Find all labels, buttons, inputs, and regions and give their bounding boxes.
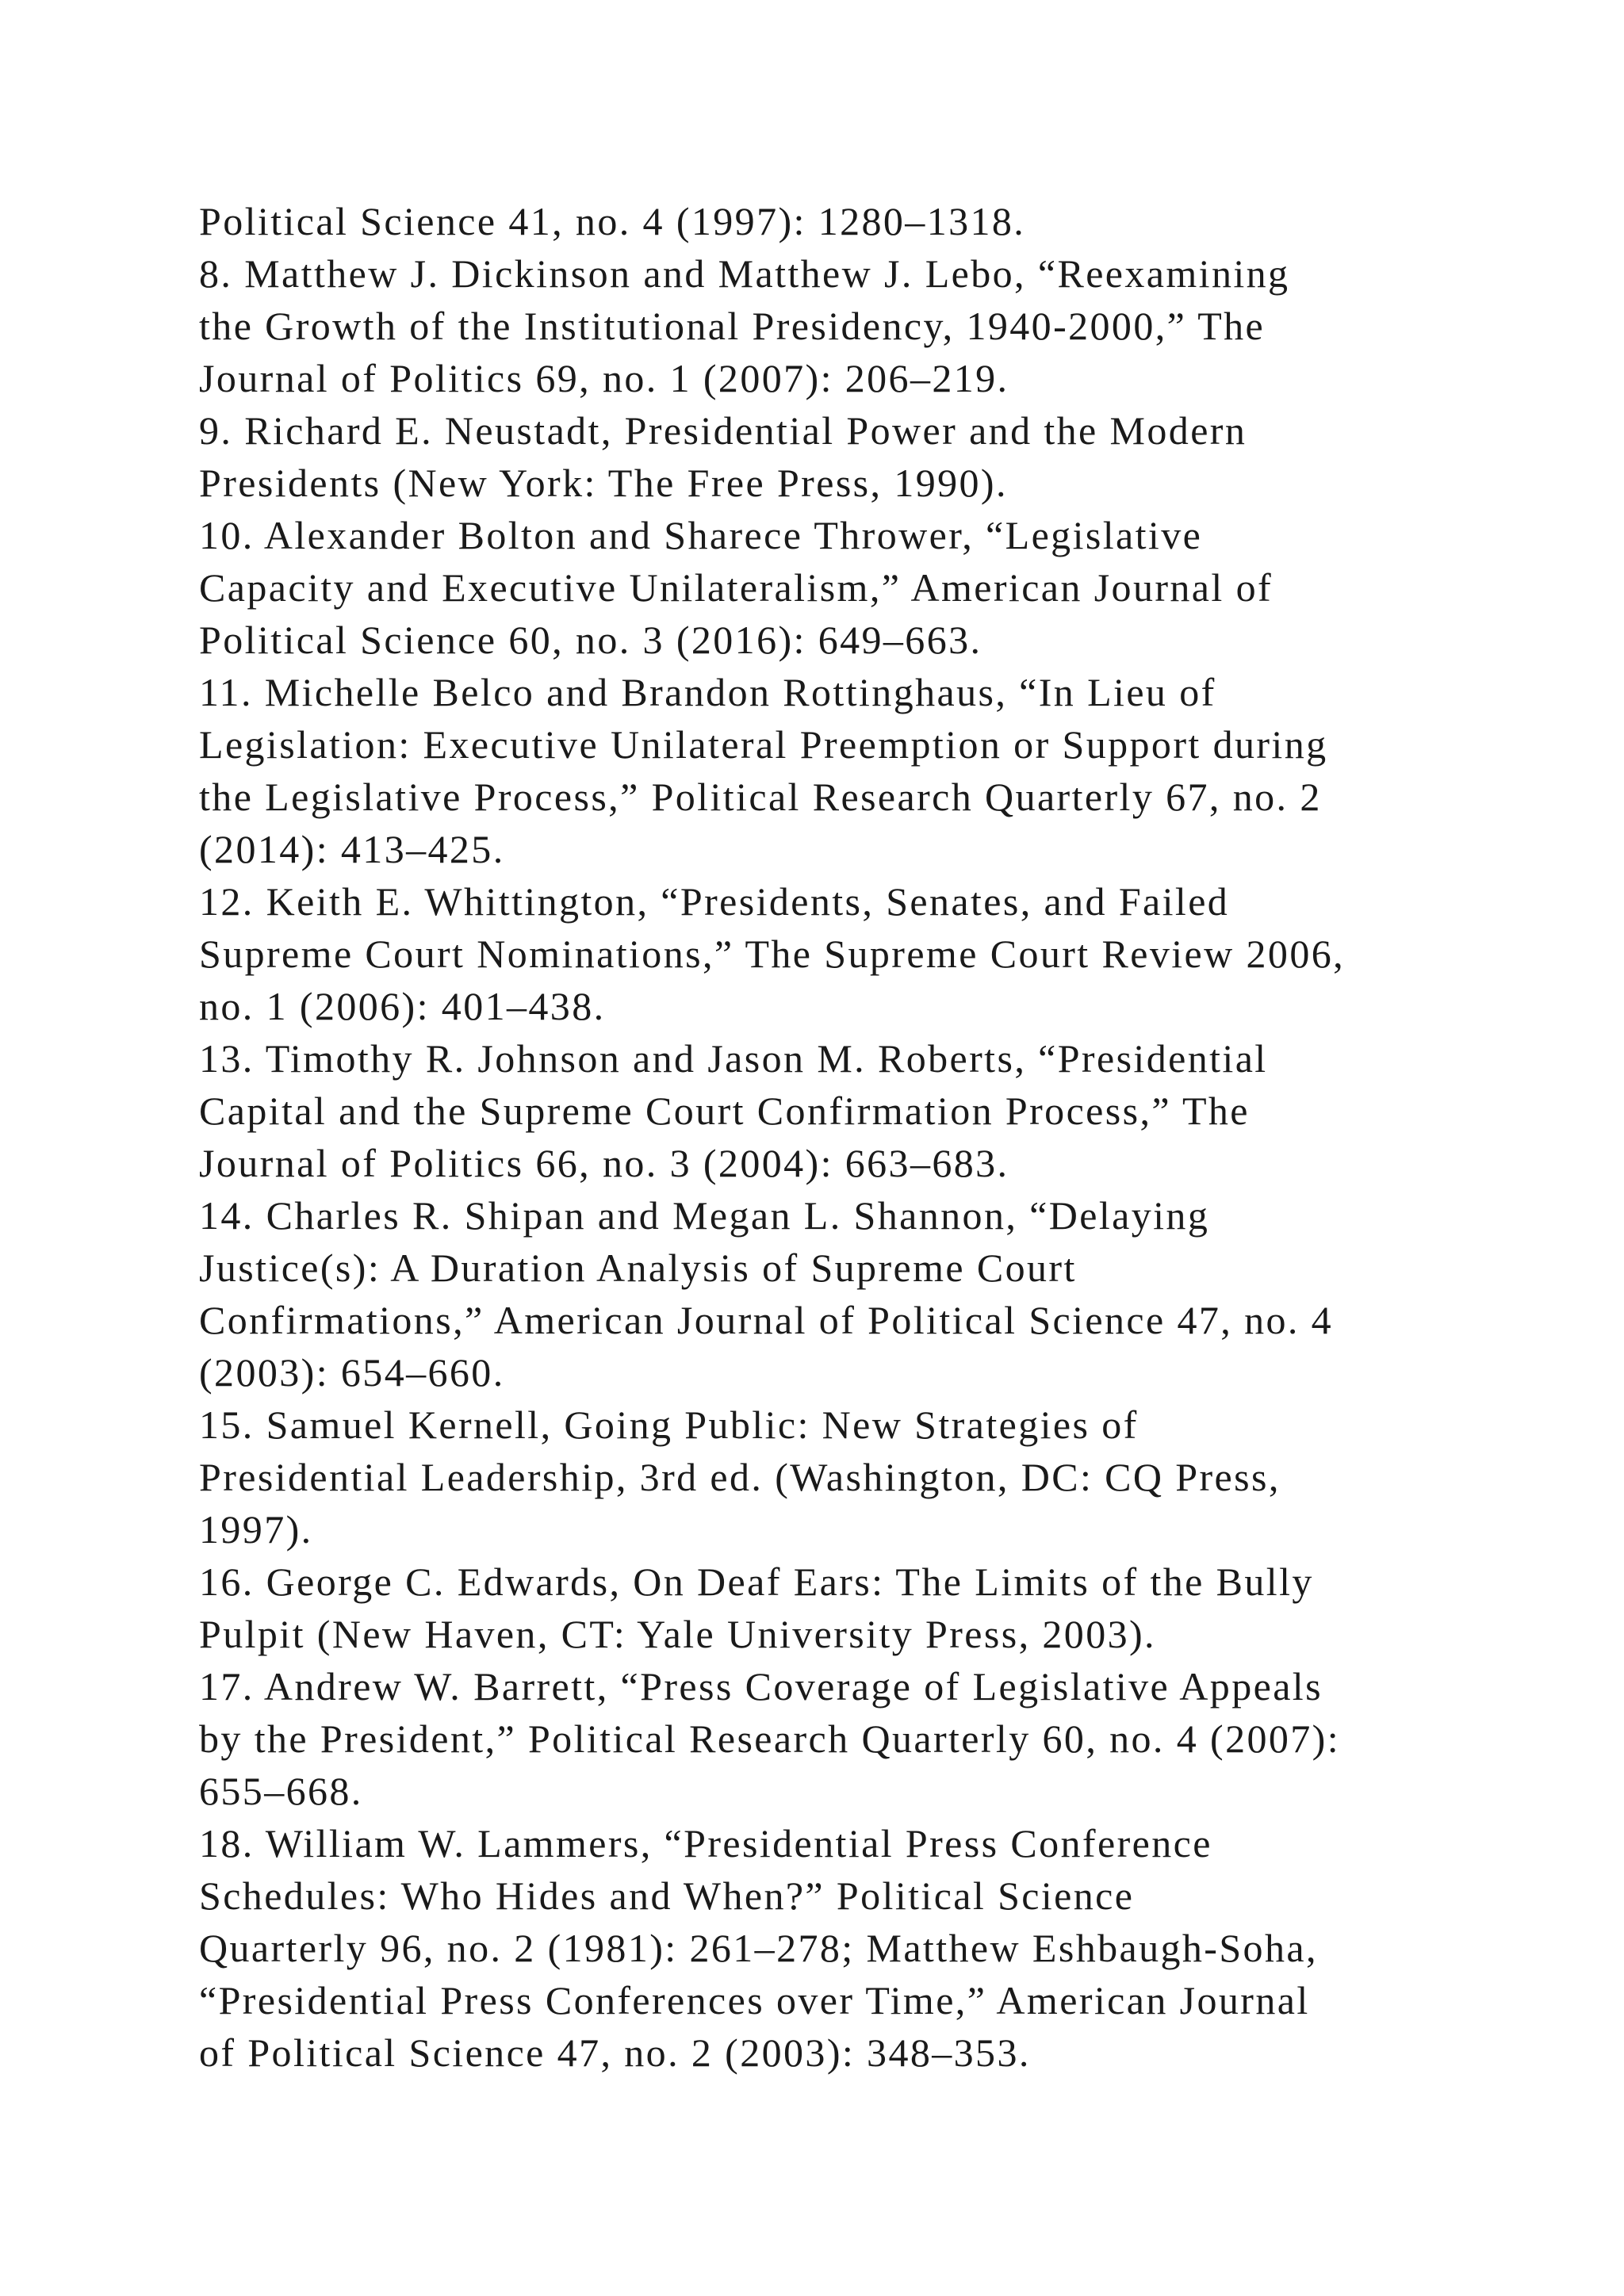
text-line: 11. Michelle Belco and Brandon Rottinghaus, “In Lieu of: [199, 670, 1216, 714]
text-line: of Political Science 47, no. 2 (2003): 348–353.: [199, 2030, 1031, 2075]
text-line: Political Science 41, no. 4 (1997): 1280–1318.: [199, 199, 1026, 243]
text-line: by the President,” Political Research Quarterly 60, no. 4 (2007):: [199, 1716, 1341, 1761]
text-line: the Growth of the Institutional Presidency, 1940-2000,” The: [199, 304, 1266, 348]
text-line: 655–668.: [199, 1769, 363, 1813]
endnotes-text: [199, 195, 1500, 2079]
text-line: 8. Matthew J. Dickinson and Matthew J. Lebo, “Reexamining: [199, 251, 1290, 296]
text-line: Justice(s): A Duration Analysis of Supreme Court: [199, 1246, 1077, 1290]
text-line: Supreme Court Nominations,” The Supreme Court Review 2006,: [199, 932, 1346, 976]
text-line: Confirmations,” American Journal of Political Science 47, no. 4: [199, 1298, 1334, 1342]
text-line: 16. George C. Edwards, On Deaf Ears: The Limits of the Bully: [199, 1559, 1314, 1604]
text-line: Pulpit (New Haven, CT: Yale University Press, 2003).: [199, 1612, 1156, 1656]
text-line: 13. Timothy R. Johnson and Jason M. Roberts, “Presidential: [199, 1036, 1268, 1081]
text-line: 15. Samuel Kernell, Going Public: New Strategies of: [199, 1402, 1139, 1447]
text-line: 17. Andrew W. Barrett, “Press Coverage of Legislative Appeals: [199, 1664, 1323, 1709]
text-line: the Legislative Process,” Political Research Quarterly 67, no. 2: [199, 775, 1322, 819]
text-line: 14. Charles R. Shipan and Megan L. Shannon, “Delaying: [199, 1193, 1210, 1238]
text-line: 10. Alexander Bolton and Sharece Thrower, “Legislative: [199, 513, 1203, 557]
text-line: 12. Keith E. Whittington, “Presidents, Senates, and Failed: [199, 879, 1230, 924]
text-line: 1997).: [199, 1507, 313, 1552]
text-line: 9. Richard E. Neustadt, Presidential Power and the Modern: [199, 408, 1247, 453]
text-line: no. 1 (2006): 401–438.: [199, 984, 606, 1028]
text-line: Capital and the Supreme Court Confirmation Process,” The: [199, 1089, 1250, 1133]
text-line: Legislation: Executive Unilateral Preemption or Support during: [199, 722, 1328, 767]
text-line: (2003): 654–660.: [199, 1350, 505, 1395]
text-line: Journal of Politics 69, no. 1 (2007): 206–219.: [199, 356, 1009, 400]
text-line: Schedules: Who Hides and When?” Political Science: [199, 1873, 1135, 1918]
text-line: Capacity and Executive Unilateralism,” American Journal of: [199, 565, 1274, 610]
text-line: Presidents (New York: The Free Press, 1990).: [199, 461, 1008, 505]
text-line: Political Science 60, no. 3 (2016): 649–663.: [199, 618, 982, 662]
text-line: “Presidential Press Conferences over Time,” American Journal: [199, 1978, 1310, 2022]
text-line: Quarterly 96, no. 2 (1981): 261–278; Matthew Eshbaugh-Soha,: [199, 1926, 1318, 1970]
text-line: (2014): 413–425.: [199, 827, 505, 871]
text-line: Presidential Leadership, 3rd ed. (Washington, DC: CQ Press,: [199, 1455, 1281, 1499]
text-line: Journal of Politics 66, no. 3 (2004): 663–683.: [199, 1141, 1009, 1185]
text-line: 18. William W. Lammers, “Presidential Press Conference: [199, 1821, 1212, 1866]
